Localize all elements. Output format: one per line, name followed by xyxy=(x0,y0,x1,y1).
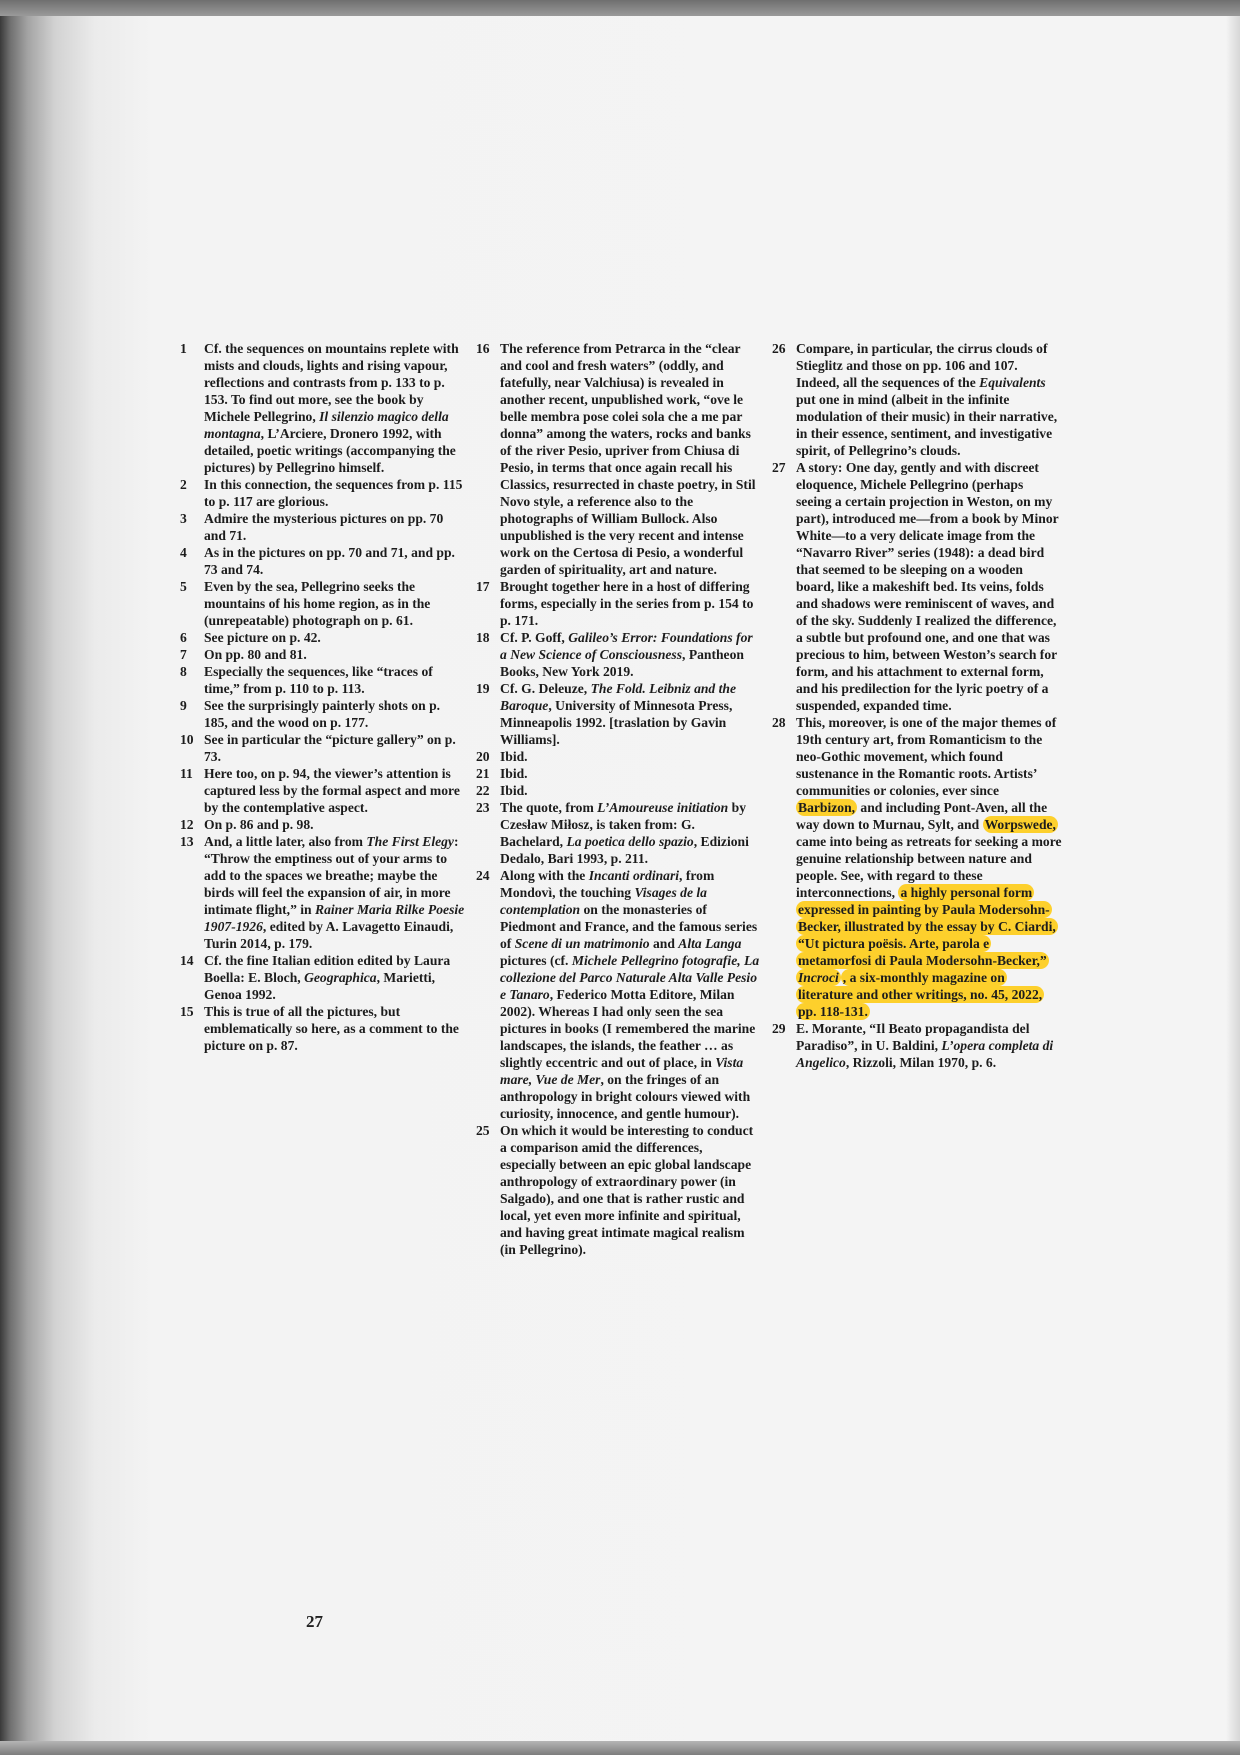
footnote xyxy=(180,816,465,833)
footnote-number: 24 xyxy=(476,868,490,883)
footnote xyxy=(476,782,760,799)
footnote-number: 18 xyxy=(476,630,490,645)
footnote-text xyxy=(204,646,465,663)
footnote-number: 1 xyxy=(180,341,187,356)
footnote-number: 6 xyxy=(180,630,187,645)
footnote-text xyxy=(500,782,760,799)
footnote-text xyxy=(204,1003,465,1054)
italic-title: Alta Langa xyxy=(678,936,742,951)
footnote-number: 16 xyxy=(476,341,490,356)
highlighted-text: a highly personal form expressed in painting by Paula Modersohn-Becker, illustrated by the essay by C. Ciardi, “Ut pictura poësis. Arte, parola e metamorfosi di Paula Modersohn-Becker,” xyxy=(798,885,1056,968)
footnote xyxy=(180,340,465,476)
text-run: pictures (cf. xyxy=(500,953,572,968)
text-run: , University of Minnesota Press, Minneapolis 1992. [traslation by Gavin Williams]. xyxy=(500,698,733,747)
text-run: And, a little later, also from xyxy=(204,834,367,849)
text-run: , L’Arciere, Dronero 1992, with detailed, poetic writings (accompanying the pictures) by Pellegrino himself. xyxy=(204,426,456,475)
text-run: , Marietti, Genoa 1992. xyxy=(204,970,436,1002)
scanner-edge-top xyxy=(0,0,1240,16)
text-run: Ibid. xyxy=(500,783,528,798)
footnote-number: 25 xyxy=(476,1123,490,1138)
italic-title: Vista mare, Vue de Mer xyxy=(500,1055,744,1087)
footnote-number: 13 xyxy=(180,834,194,849)
text-run: , Pantheon Books, New York 2019. xyxy=(500,647,744,679)
text-run: The quote, from xyxy=(500,800,598,815)
footnote-number: 23 xyxy=(476,800,490,815)
text-run: Cf. the fine Italian edition edited by Laura Boella: E. Bloch, xyxy=(204,953,451,985)
footnote-text xyxy=(500,340,760,578)
footnote-text xyxy=(204,697,465,731)
italic-title: Michele Pellegrino fotografie, La collezione del Parco Naturale Alta Valle Pesio e Tanaro xyxy=(500,953,760,1002)
text-run: Cf. G. Deleuze, xyxy=(500,681,591,696)
text-run: by Czesław Miłosz, is taken from: G. Bachelard, xyxy=(500,800,746,849)
highlighted-text: Barbizon, xyxy=(798,800,856,815)
text-run: On pp. 80 and 81. xyxy=(204,647,307,662)
text-run: Admire the mysterious pictures on pp. 70 and 71. xyxy=(204,511,444,543)
text-run: and including Pont-Aven, all the way down to Murnau, Sylt, and xyxy=(796,800,1048,832)
footnote xyxy=(180,833,465,952)
footnote-text xyxy=(500,748,760,765)
footnote xyxy=(180,731,465,765)
footnote-text xyxy=(204,544,465,578)
text-run: , edited by A. Lavagetto Einaudi, Turin 2014, p. 179. xyxy=(204,919,454,951)
footnote-text xyxy=(204,629,465,646)
highlighted-text: , a six-monthly magazine on literature and other writings, no. 45, 2022, pp. 118-131. xyxy=(798,970,1043,1019)
highlighted-text: Incroci xyxy=(798,970,839,985)
footnote-number: 29 xyxy=(772,1021,786,1036)
footnote-text xyxy=(500,578,760,629)
footnote-number: 2 xyxy=(180,477,187,492)
text-run: See in particular the “picture gallery” on p. 73. xyxy=(204,732,456,764)
footnote xyxy=(180,765,465,816)
footnote xyxy=(180,544,465,578)
italic-title: Incanti ordinari xyxy=(588,868,680,883)
text-run: E. Morante, “Il Beato propagandista del Paradiso”, in U. Baldini, xyxy=(796,1021,1030,1053)
footnote-text xyxy=(204,952,465,1003)
footnote-number: 10 xyxy=(180,732,194,747)
footnote xyxy=(476,765,760,782)
notes-column-3 xyxy=(772,340,1062,1071)
italic-title: Galileo’s Error: Foundations for a New Science of Consciousness xyxy=(500,630,753,662)
footnote xyxy=(180,629,465,646)
highlighted-text: Worpswede, xyxy=(984,817,1056,832)
italic-title: L’Amoureuse initiation xyxy=(597,800,729,815)
footnote xyxy=(180,952,465,1003)
footnote-text xyxy=(796,714,1062,1020)
text-run: The reference from Petrarca in the “clear and cool and fresh waters” (oddly, and fatefully, near Valchiusa) is revealed in another recent, unpublished work, “ove le belle membra pose colei sola che a me par donna” among the waters, rocks and banks of the river Pesio, upriver from Chiusa di Pesio, in terms that once again recall his Classics, resurrected in chaste poetry, in Stil Novo style, a reference also to the photographs of William Bullock. Also unpublished is the very recent and intense work on the Certosa di Pesio, a wonderful garden of spirituality, art and nature. xyxy=(500,341,756,577)
footnote xyxy=(772,714,1062,1020)
text-run: Brought together here in a host of differing forms, especially in the series from p. 154 to p. 171. xyxy=(500,579,754,628)
footnote-text xyxy=(796,459,1062,714)
footnote-text xyxy=(204,833,465,952)
footnote-number: 20 xyxy=(476,749,490,764)
footnote-text xyxy=(500,799,760,867)
text-run: : “Throw the emptiness out of your arms to add to the spaces we breathe; maybe the birds will feel the expansion of air, in more intimate flight,” in xyxy=(204,834,459,917)
italic-title: L’opera completa di Angelico xyxy=(796,1038,1054,1070)
text-run: Compare, in particular, the cirrus clouds of Stieglitz and those on pp. 106 and 107. Indeed, all the sequences of the xyxy=(796,341,1048,390)
footnote xyxy=(180,510,465,544)
footnote-text xyxy=(204,816,465,833)
italic-title: Geographica xyxy=(304,970,377,985)
footnote xyxy=(772,340,1062,459)
footnote xyxy=(476,799,760,867)
footnote-number: 21 xyxy=(476,766,490,781)
footnote xyxy=(180,663,465,697)
book-page xyxy=(0,16,1240,1741)
notes-column-2 xyxy=(476,340,760,1258)
text-run: Cf. the sequences on mountains replete with mists and clouds, lights and rising vapour, reflections and contrasts from p. 133 to p. 153. To find out more, see the book by Michele Pellegrino, xyxy=(204,341,459,424)
footnote-text xyxy=(204,340,465,476)
text-run: , Rizzoli, Milan 1970, p. 6. xyxy=(845,1055,997,1070)
text-run: In this connection, the sequences from p. 115 to p. 117 are glorious. xyxy=(204,477,463,509)
text-run: On which it would be interesting to conduct a comparison amid the differences, especially between an epic global landscape anthropology of extraordinary power (in Salgado), and one that is rather rustic and local, yet even more infinite and spiritual, and having great intimate magical realism (in Pellegrino). xyxy=(500,1123,754,1257)
footnote-number: 26 xyxy=(772,341,786,356)
footnote-text xyxy=(204,765,465,816)
footnote xyxy=(772,459,1062,714)
text-run: and xyxy=(649,936,679,951)
text-run: , on the fringes of an anthropology in bright colours viewed with curiosity, innocence, and gentle humour). xyxy=(500,1072,751,1121)
text-run: See the surprisingly painterly shots on p. 185, and the wood on p. 177. xyxy=(204,698,441,730)
text-run: Ibid. xyxy=(500,749,528,764)
italic-title: Scene di un matrimonio xyxy=(514,936,650,951)
footnote xyxy=(476,1122,760,1258)
footnote xyxy=(180,578,465,629)
page-number: 27 xyxy=(306,1612,323,1631)
italic-title: Il silenzio magico della montagna xyxy=(204,409,449,441)
footnote-number: 22 xyxy=(476,783,490,798)
italic-title: The First Elegy xyxy=(366,834,454,849)
text-run: Here too, on p. 94, the viewer’s attention is captured less by the formal aspect and more by the contemplative aspect. xyxy=(204,766,460,815)
text-run: , from Mondovì, the touching xyxy=(500,868,715,900)
text-run: Especially the sequences, like “traces of time,” from p. 110 to p. 113. xyxy=(204,664,433,696)
footnote-text xyxy=(796,340,1062,459)
footnote xyxy=(180,476,465,510)
text-run: Along with the xyxy=(500,868,589,883)
text-run: This, moreover, is one of the major themes of 19th century art, from Romanticism to the neo-Gothic movement, which found sustenance in the Romantic roots. Artists’ communities or colonies, ever since xyxy=(796,715,1057,798)
footnote-text xyxy=(500,867,760,1122)
text-run: came into being as retreats for seeking a more genuine relationship between nature and people. See, with regard to these interconnections, xyxy=(796,834,1062,900)
footnote-number: 14 xyxy=(180,953,194,968)
text-run: , Edizioni Dedalo, Bari 1993, p. 211. xyxy=(500,834,749,866)
footnote-number: 3 xyxy=(180,511,187,526)
italic-title: Equivalents xyxy=(979,375,1046,390)
footnote-text xyxy=(796,1020,1062,1071)
text-run: A story: One day, gently and with discreet eloquence, Michele Pellegrino (perhaps seeing a certain projection in Weston, on my part), introduced me—from a book by Minor White—to a very delicate image from the “Navarro River” series (1948): a dead bird that seemed to be sleeping on a wooden board, like a makeshift bed. Its veins, folds and shadows were reminiscent of waves, and of the sky. Suddenly I realized the difference, a subtle but profound one, and one that was precious to him, between Weston’s search for form, and his attachment to external form, and his predilection for the lyric poetry of a suspended, expanded time. xyxy=(796,460,1059,713)
footnote-text xyxy=(204,476,465,510)
footnote xyxy=(476,748,760,765)
footnote-number: 5 xyxy=(180,579,187,594)
text-run: As in the pictures on pp. 70 and 71, and pp. 73 and 74. xyxy=(204,545,455,577)
footnote-number: 7 xyxy=(180,647,187,662)
italic-title: Visages de la contemplation xyxy=(500,885,707,917)
footnote-text xyxy=(204,731,465,765)
notes-column-1 xyxy=(180,340,465,1054)
footnote-number: 4 xyxy=(180,545,187,560)
footnote xyxy=(476,340,760,578)
footnote xyxy=(180,646,465,663)
text-run: put one in mind (albeit in the infinite modulation of their music) in their narrative, in their essence, sentiment, and investigative spirit, of Pellegrino’s clouds. xyxy=(796,392,1058,458)
footnote-text xyxy=(204,663,465,697)
footnote-number: 9 xyxy=(180,698,187,713)
text-run: On p. 86 and p. 98. xyxy=(204,817,314,832)
footnote-text xyxy=(204,510,465,544)
italic-title: The Fold. Leibniz and the Baroque xyxy=(500,681,736,713)
footnote xyxy=(476,867,760,1122)
footnote-text xyxy=(204,578,465,629)
footnote-number: 27 xyxy=(772,460,786,475)
text-run: on the monasteries of Piedmont and France, and the famous series of xyxy=(500,902,758,951)
footnote-text xyxy=(500,629,760,680)
footnote-number: 11 xyxy=(180,766,193,781)
footnote-number: 19 xyxy=(476,681,490,696)
text-run: See picture on p. 42. xyxy=(204,630,321,645)
text-run: , Federico Motta Editore, Milan 2002). Whereas I had only seen the sea pictures in books (I remembered the marine landscapes, the islands, the feather … as slightly eccentric and out of place, in xyxy=(500,987,756,1070)
footnote xyxy=(180,697,465,731)
text-run: Even by the sea, Pellegrino seeks the mountains of his home region, as in the (unrepeatable) photograph on p. 61. xyxy=(204,579,431,628)
footnote-number: 17 xyxy=(476,579,490,594)
footnote xyxy=(772,1020,1062,1071)
footnote-text xyxy=(500,680,760,748)
footnote-number: 28 xyxy=(772,715,786,730)
footnote xyxy=(476,578,760,629)
text-run: This is true of all the pictures, but emblematically so here, as a comment to the picture on p. 87. xyxy=(204,1004,459,1053)
footnote-text xyxy=(500,765,760,782)
text-run: Cf. P. Goff, xyxy=(500,630,569,645)
footnote xyxy=(476,629,760,680)
footnote-number: 8 xyxy=(180,664,187,679)
scanner-edge-bottom xyxy=(0,1741,1240,1755)
italic-title: Rainer Maria Rilke Poesie 1907-1926 xyxy=(204,902,465,934)
text-run: Ibid. xyxy=(500,766,528,781)
footnote-text xyxy=(500,1122,760,1258)
footnote xyxy=(476,680,760,748)
footnote-number: 15 xyxy=(180,1004,194,1019)
footnote xyxy=(180,1003,465,1054)
italic-title: La poetica dello spazio xyxy=(566,834,694,849)
footnote-number: 12 xyxy=(180,817,194,832)
